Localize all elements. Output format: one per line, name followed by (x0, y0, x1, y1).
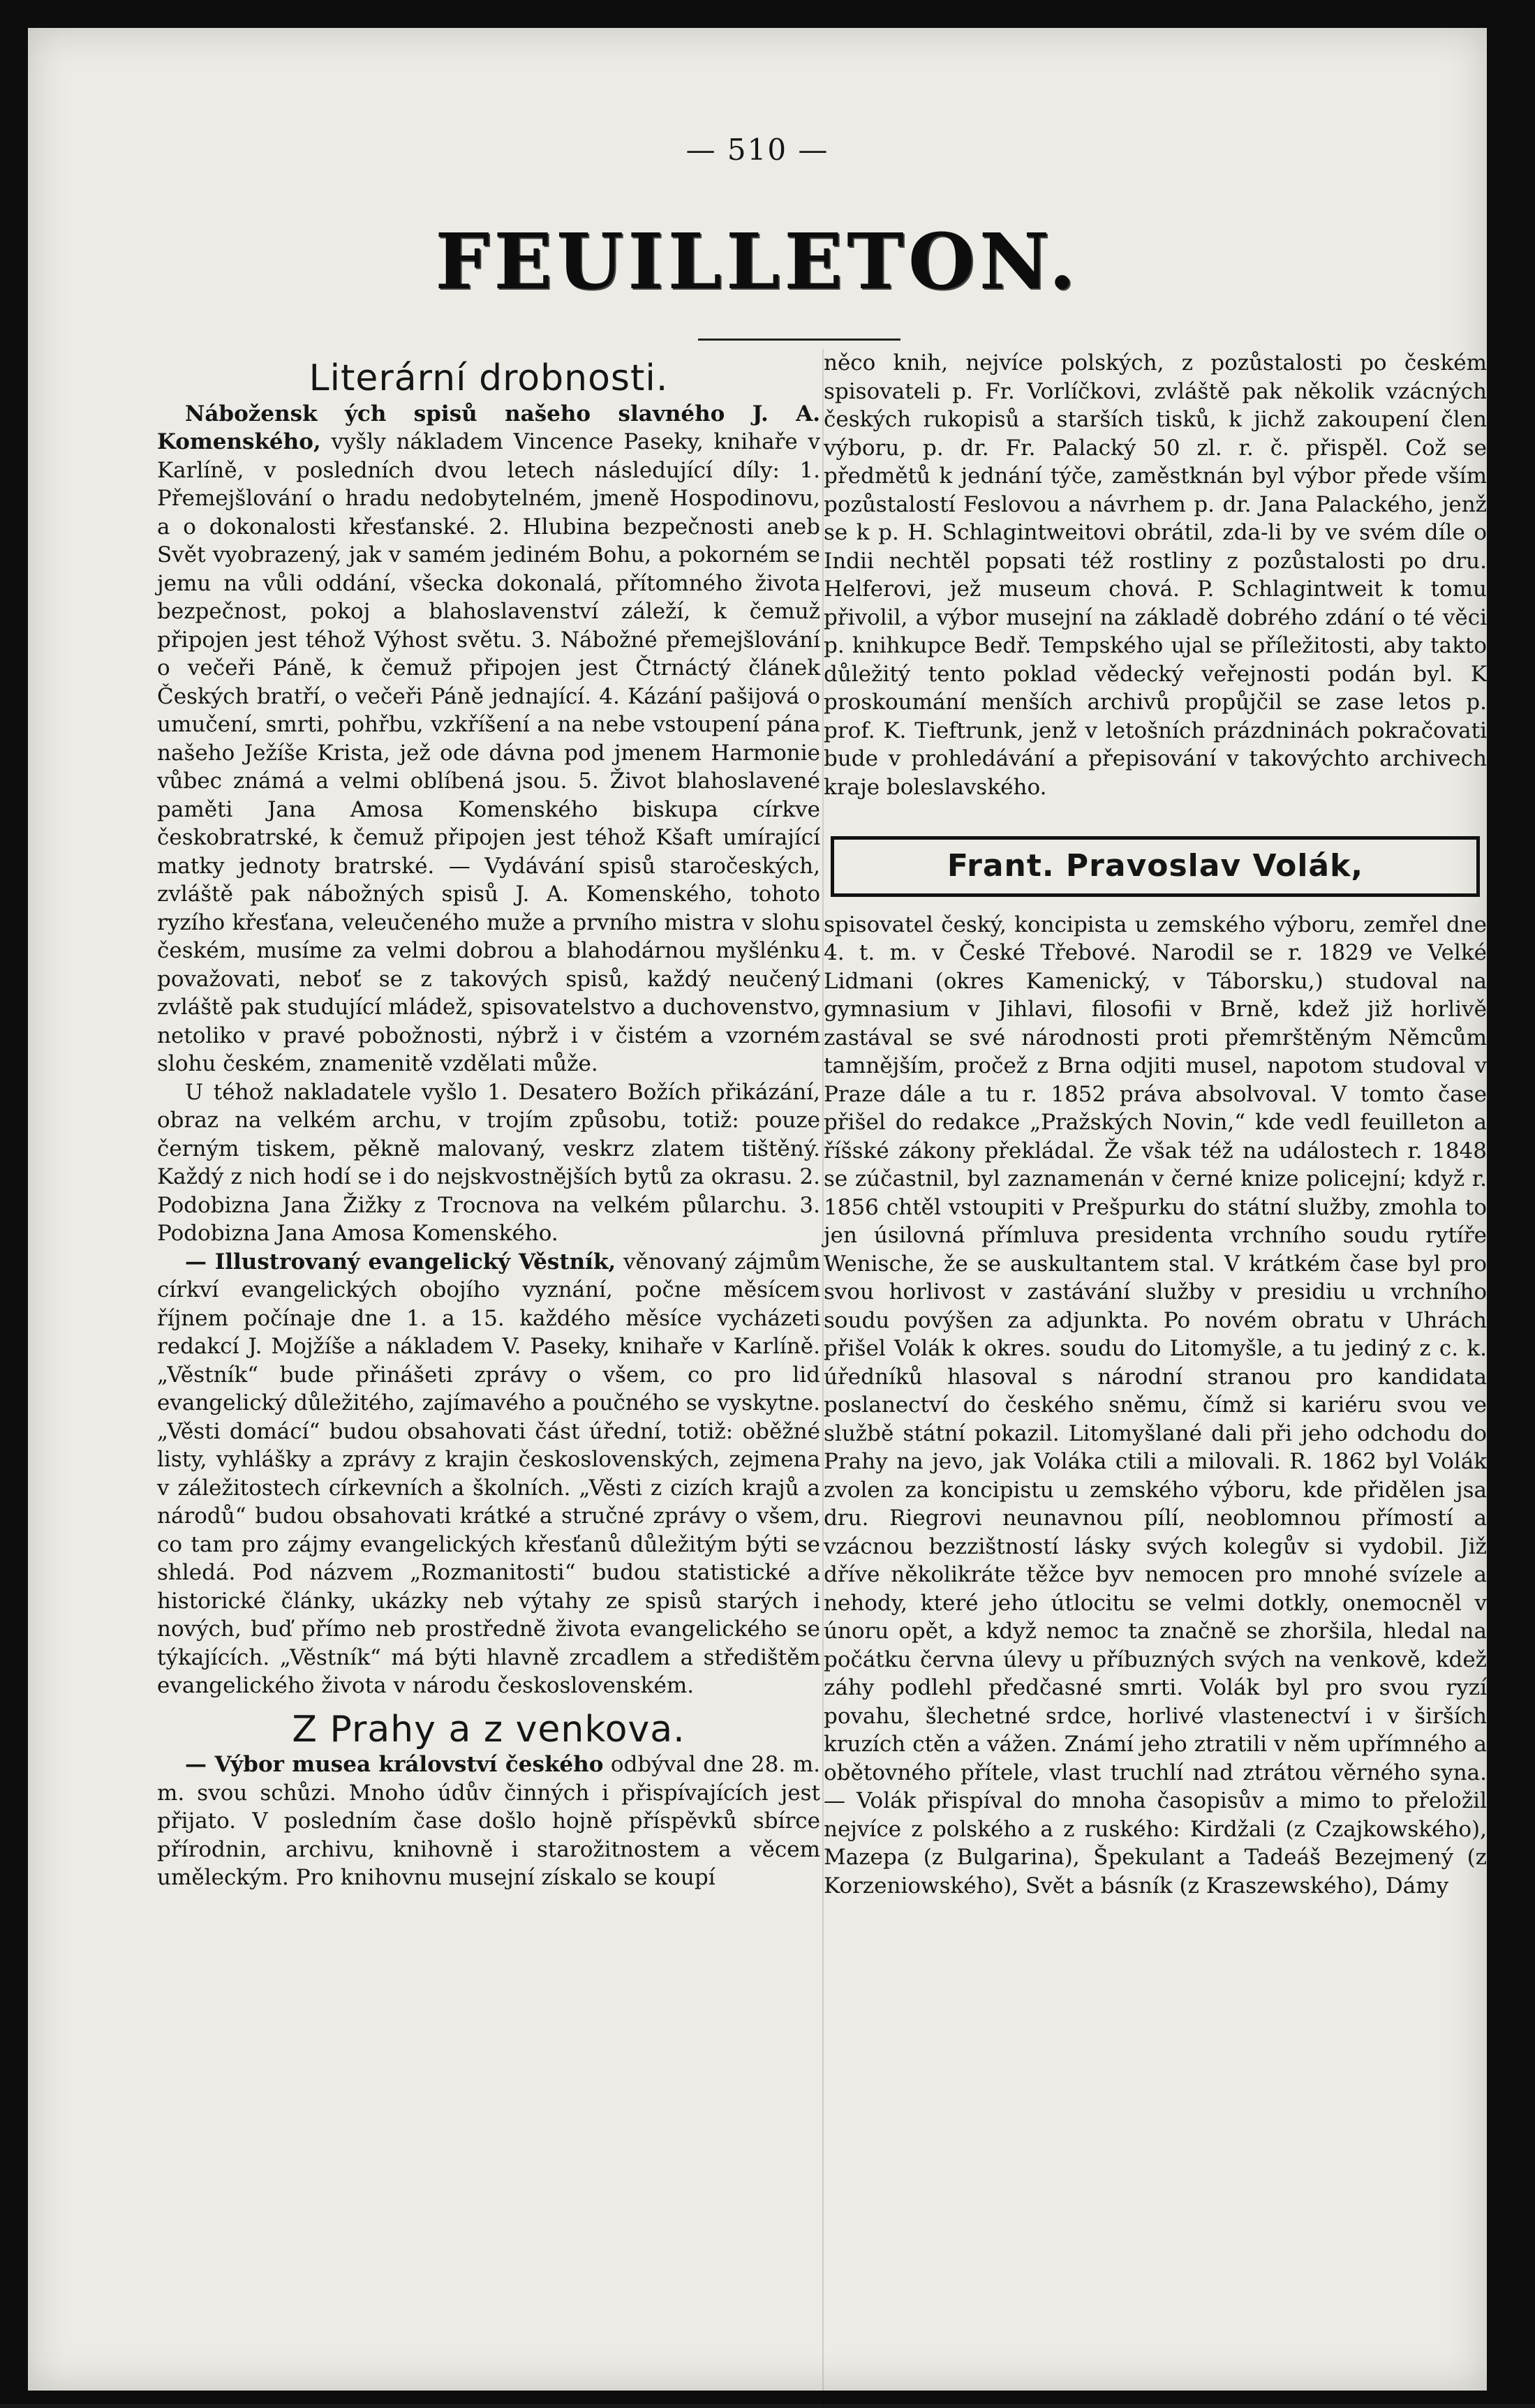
text-museum: odbýval dne 28. m. m. svou schůzi. Mnoho údův činných i přispívajících jest přijato. V posledním čase došlo hojně příspěvků sbírce přírodnin, archivu, knihovně i starožitnostem a věcem uměleckým. Pro knihovnu musejní získalo se koupí (157, 1752, 820, 1890)
paragraph-publisher: U téhož nakladatele vyšlo 1. Desatero Božích přikázání, obraz na velkém archu, v trojím způsobu, totiž: pouze černým tiskem, pěkně malovaný, veskrz zlatem tištěný. Každý z nich hodí se i do nejskvostnějších bytů za okrasu. 2. Podobizna Jana Žižky z Trocnova na velkém půlarchu. 3. Podobizna Jana Amosa Komenského. (157, 1079, 820, 1246)
paragraph-vestnik (157, 1248, 820, 1700)
text-vestnik: věnovaný zájmům církví evangelických obojího vyznání, počne měsícem říjnem počínaje dne 1. a 15. každého měsíce vycházeti redakcí J. Mojžíše a nákladem V. Paseky, knihaře v Karlíně. „Věstník“ bude přinášeti zprávy o všem, co pro lid evangelický důležitého, zajímavého a poučného se vyskytne. „Věsti domácí“ budou obsahovati část úřední, totiž: oběžné listy, vyhlášky a zprávy z krajin československých, zejmena v záležitostech církevních a školních. „Věsti z cizích krajů a národů“ budou obsahovati krátké a stručné zprávy o všem, co tam pro zájmy evangelických křesťanů důležitým býti se shledá. Pod názvem „Rozmanitosti“ budou statistické a historické články, ukázky neb výtahy ze spisů starých i nových, buď přímo neb prostředně života evangelického se týkajících. „Věstník“ má býti hlavně zrcadlem a středištěm evangelického života v národu československém. (157, 1249, 820, 1698)
paragraph-obituary: spisovatel český, koncipista u zemského výboru, zemřel dne 4. t. m. v České Třebové. Narodil se r. 1829 ve Velké Lidmani (okres Kamenický, v Táborsku,) studoval na gymnasium v Jihlavi, filosofii v Brně, kdež již horlivě zastával se své národnosti proti přemrštěným Němcům tamnějším, pročež z Brna odjiti musel, napotom studoval v Praze dále a tu r. 1852 práva absolvoval. V tomto čase přišel do redakce „Pražských Novin,“ kde vedl feuilleton a říšské zákony překládal. Že však též na událostech r. 1848 se zúčastnil, byl zaznamenán v černé knize policejní; když r. 1856 chtěl vstoupiti v Prešpurku do státní služby, zmohla to jen úsilovná přímluva presidenta vrchního soudu rytíře Wenische, že se auskultantem stal. V krátkém čase byl pro svou horlivost v zastávání služby v presidiu u vrchního soudu povýšen za adjunkta. Po novém obratu v Uhrách přišel Volák k okres. soudu do Litomyšle, a tu jediný z c. k. úředníků hlasoval s národní stranou pro kandidata poslanectví do českého sněmu, čímž si kariéru svou ve službě státní pokazil. Litomyšlané dali při jeho odchodu do Prahy na jevo, jak Voláka ctili a milovali. R. 1862 byl Volák zvolen za koncipistu u zemského výboru, kde přidělen jsa dru. Riegrovi neunavnou pílí, neoblomnou přímostí a vzácnou bezzištností lásky svých kolegův si vydobil. Již dříve několikráte těžce byv nemocen pro mnohé svízele a nehody, které jeho útlocitu se velmi dotkly, onemocněl v únoru opět, a když nemoc ta značně se zhoršila, hledal na počátku června úlevy u příbuzných svých na venkově, kdež záhy podlehl předčasné smrti. Volák byl pro svou ryzí povahu, šlechetné srdce, horlivé vlastenectví i v širších kruzích ctěn a vážen. Známí jeho ztratili v něm upřímného a obětovného přítele, vlast truchlí nad ztrátou věrného syna. — Volák přispíval do mnoha časopisův a mimo to přeložil nejvíce z polského a z ruského: Kirdžali (z Czajkowského), Mazepa (z Bulgarina), Špekulant a Tadeáš Bezejmený (z Korzeniowského), Svět a básník (z Kraszewského), Dámy (824, 912, 1487, 1898)
obituary-heading-box (831, 836, 1480, 897)
paragraph-komensky (157, 400, 820, 1078)
text-komensky: vyšly nákladem Vincence Paseky, knihaře v Karlíně, v posledních dvou letech následující díly: 1. Přemejšlování o hradu nedobytelném, jmeně Hospodinovu, a o dokonalosti křesťanské. 2. Hlubina bezpečnosti aneb Svět vyobrazený, jak v samém jediném Bohu, a pokorném se jemu na vůli oddání, všecka dokonalá, přítomného života bezpečnost, pokoj a blahoslavenství záleží, k čemuž připojen jest téhož Výhost světu. 3. Nábožné přemejšlování o večeři Páně, k čemuž připojen jest Čtrnáctý článek Českých bratří, o večeři Páně jednající. 4. Kázání pašijová o umučení, smrti, pohřbu, vzkříšení a na nebe vstoupení pána našeho Ježíše Krista, jež ode dávna pod jmenem Harmonie vůbec známá a velmi oblíbená jsou. 5. Život blahoslavené paměti Jana Amosa Komenského biskupa církve českobratrské, k čemuž připojen jest téhož Kšaft umírající matky jednoty bratrské. — Vydávání spisů staročeských, zvláště pak nábožných spisů J. A. Komenského, tohoto ryzího křesťana, veleučeného muže a prvního mistra v slohu českém, musíme za velmi dobrou a blahodárnou myšlénku považovati, neboť se z takových spisů, každý neučený zvláště pak studující mládež, spisovatelstvo a duchovenstvo, netoliko v pravé pobožnosti, nýbrž i v čistém a vzorném slohu českém, znamenitě vzdělati může. (157, 429, 820, 1076)
left-column (157, 349, 820, 1892)
obituary-name: Frant. Pravoslav Volák, (947, 848, 1364, 884)
paragraph-museum-continued: něco knih, nejvíce polských, z pozůstalosti po českém spisovateli p. Fr. Vorlíčkovi, zvláště pak několik vzácných českých rukopisů a starších tisků, k jichž zakoupení člen výboru, p. dr. Fr. Palacký 50 zl. r. č. přispěl. Což se předmětů k jednání týče, zaměstknán byl výbor přede vším pozůstalostí Feslovou a návrhem p. dr. Jana Palackého, jenž se k p. H. Schlagintweitovi obrátil, zda-li by ve svém díle o Indii nechtěl popsati též rostliny z pozůstalosti po dru. Helferovi, jež museum chová. P. Schlagintweit k tomu přivolil, a výbor musejní na základě dobrého zdání o té věci p. knihkupce Bedř. Tempského ujal se příležitosti, aby takto důležitý tento poklad vědecký veřejnosti podán byl. K proskoumání menších archivů propůjčil se zase letos p. prof. K. Tieftrunk, jenž v letošních prázdninách pokračovati bude v prohledávání a přepisování v takovýchto archivech kraje boleslavského. (824, 350, 1487, 800)
paragraph-museum (157, 1751, 820, 1892)
right-column (824, 349, 1487, 1900)
section-title-prague: Z Prahy a z venkova. (292, 1708, 685, 1751)
masthead-title: FEUILLETON. (435, 216, 1080, 306)
lead-vestnik: — Illustrovaný evangelický Věstník, (185, 1249, 616, 1274)
lead-komensky: Nábožensk ých spisů našeho slavného J. A. Komenského, (157, 401, 820, 454)
page-number: — 510 — (685, 133, 829, 167)
masthead-rule (698, 339, 900, 341)
newspaper-page (28, 28, 1487, 2391)
section-title-literary: Literární drobnosti. (309, 357, 669, 399)
lead-museum: — Výbor musea království českého (185, 1752, 604, 1777)
